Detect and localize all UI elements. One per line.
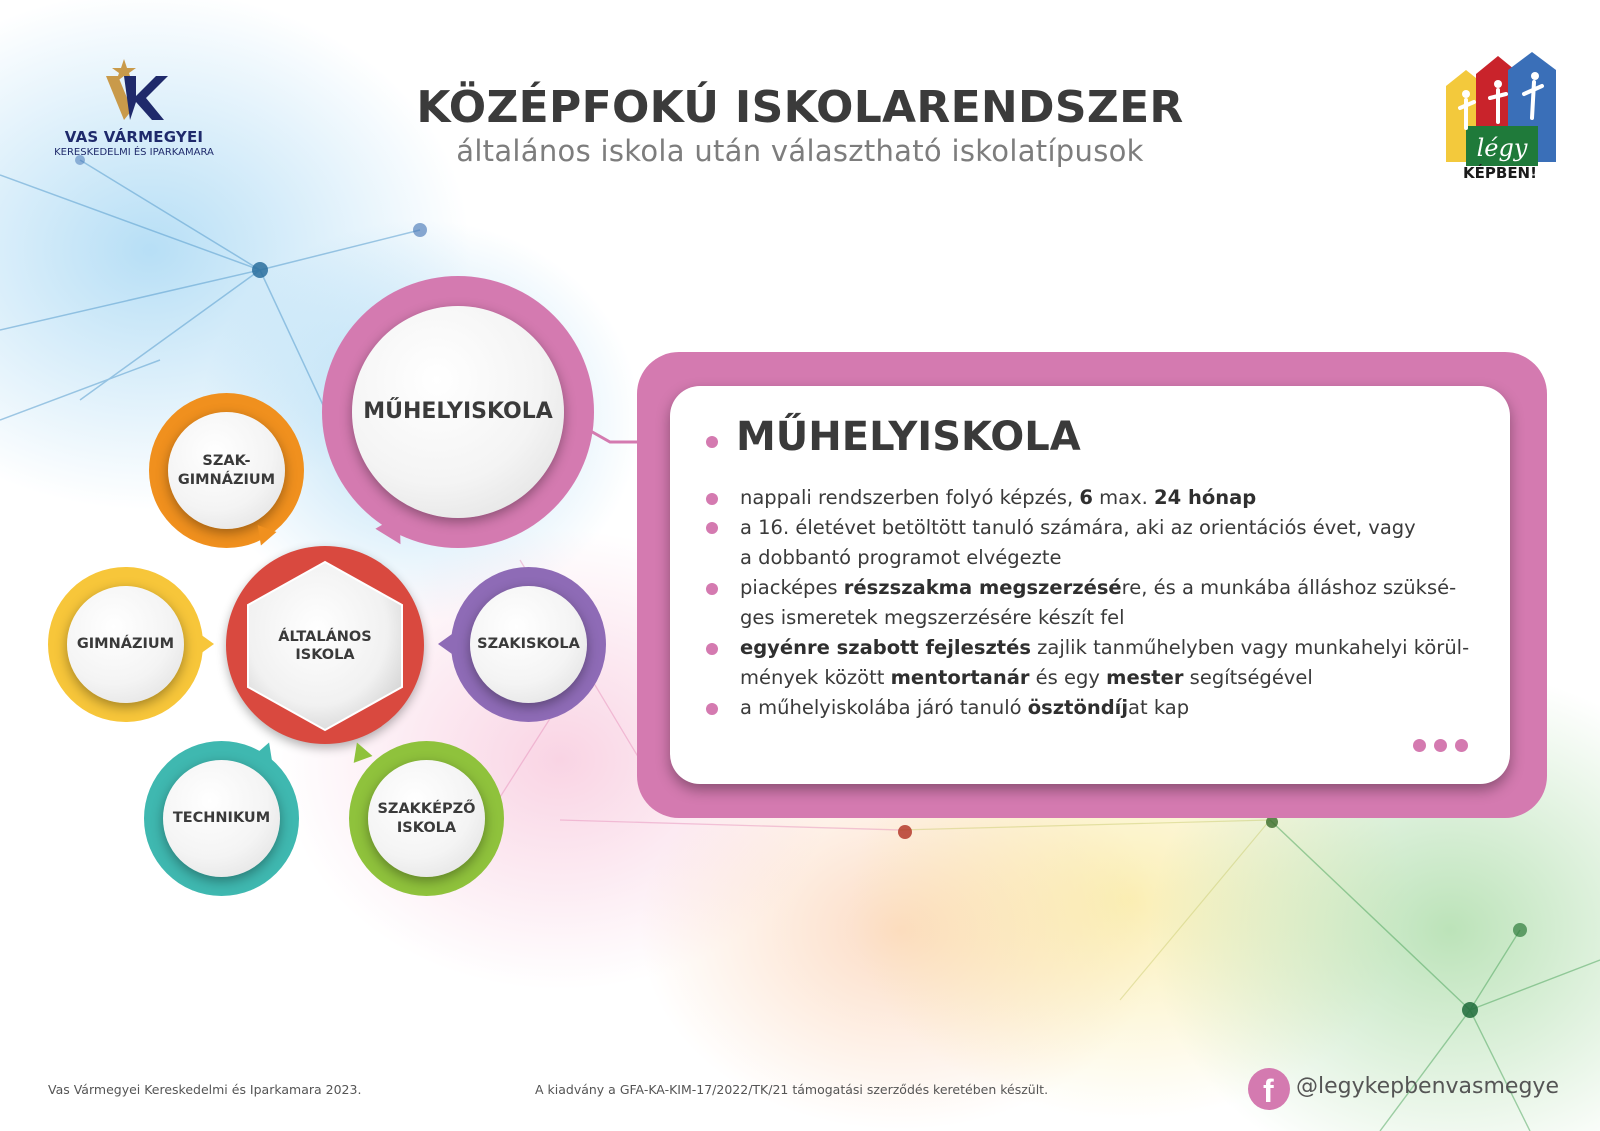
- circle-label: SZAKISKOLA: [477, 636, 580, 653]
- more-dot-icon: [1434, 739, 1447, 752]
- title-bullet-dot: [706, 436, 718, 448]
- circle-technikum[interactable]: [144, 741, 299, 896]
- circle-label: SZAK- GIMNÁZIUM: [177, 453, 276, 488]
- circle-label: MŰHELYISKOLA: [363, 399, 553, 425]
- circle-label: ÁLTALÁNOS ISKOLA: [278, 628, 372, 663]
- page-subtitle: általános iskola után választható iskolatípusok: [456, 134, 1144, 168]
- bullet-dot: [706, 522, 718, 534]
- circle-label: TECHNIKUM: [172, 810, 271, 827]
- brand-script: légy: [1476, 134, 1528, 162]
- circle-szakkepzo-iskola[interactable]: [349, 741, 504, 896]
- bullet-4: egyénre szabott fejlesztés zajlik tanműhelyben vagy munkahelyi körül- mények között mentortanár és egy mester segítségével: [740, 636, 1470, 689]
- circle-szakgimnazium[interactable]: [149, 393, 304, 548]
- circle-gimnazium[interactable]: [48, 567, 203, 722]
- bullet-dot: [706, 703, 718, 715]
- footer-copyright: Vas Vármegyei Kereskedelmi és Iparkamara 2023.: [48, 1082, 362, 1097]
- tail-gimn: [200, 634, 214, 654]
- more-dot-icon: [1413, 739, 1426, 752]
- circle-muhelyiskola[interactable]: [322, 276, 594, 548]
- facebook-icon[interactable]: f: [1248, 1068, 1290, 1110]
- circle-label: SZAKKÉPZŐ ISKOLA: [377, 801, 476, 836]
- brand-logo-text: KÉPBEN!: [1463, 164, 1537, 182]
- bullet-3: piacképes részszakma megszerzésére, és a munkába álláshoz szüksé- ges ismeretek megszerzésére készít fel: [740, 576, 1457, 629]
- org-subtitle: KERESKEDELMI ÉS IPARKAMARA: [54, 147, 214, 158]
- org-name: VAS VÁRMEGYEI: [64, 128, 204, 146]
- circle-szakiskola[interactable]: [451, 567, 606, 722]
- tail-szakiskola: [438, 634, 452, 654]
- bullet-5: a műhelyiskolába járó tanuló ösztöndíjat kap: [740, 696, 1190, 719]
- footer-grant-note: A kiadvány a GFA-KA-KIM-17/2022/TK/21 támogatási szerződés keretében készült.: [535, 1082, 1049, 1097]
- social-handle[interactable]: @legykepbenvasmegye: [1296, 1074, 1559, 1099]
- bullet-dot: [706, 583, 718, 595]
- bullet-dot: [706, 493, 718, 505]
- circle-label: GIMNÁZIUM: [76, 636, 175, 653]
- more-dot-icon: [1455, 739, 1468, 752]
- page-title: KÖZÉPFOKÚ ISKOLARENDSZER: [416, 82, 1184, 133]
- card-title: MŰHELYISKOLA: [736, 414, 1081, 460]
- bullet-2: a 16. életévet betöltött tanuló számára, aki az orientációs évet, vagy a dobbantó programot elvégezte: [740, 516, 1416, 569]
- bullet-dot: [706, 643, 718, 655]
- bullet-1: nappali rendszerben folyó képzés, 6 max. 24 hónap: [740, 486, 1257, 509]
